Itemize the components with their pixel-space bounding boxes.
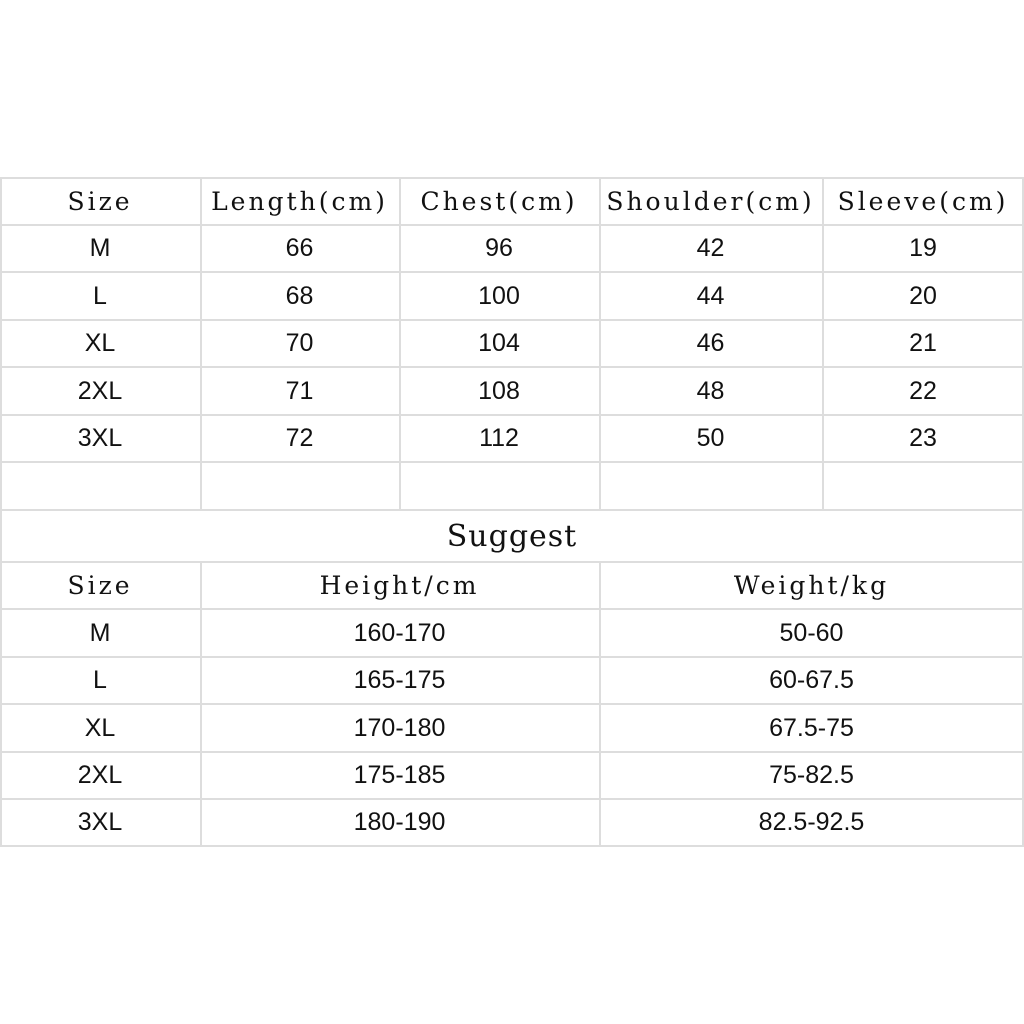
measurements-size-cell: M bbox=[89, 234, 111, 262]
measurements-length-cell: 66 bbox=[285, 234, 314, 262]
measurements-sleeve-cell: 19 bbox=[909, 234, 937, 262]
measurements-header-shoulder: Shoulder(cm) bbox=[606, 187, 815, 216]
suggest-weight-cell: 75-82.5 bbox=[769, 761, 854, 789]
suggest-size-cell: 3XL bbox=[77, 808, 123, 836]
measurements-sleeve-cell: 23 bbox=[909, 424, 937, 452]
measurements-header-chest: Chest(cm) bbox=[420, 187, 578, 216]
suggest-header-size: Size bbox=[67, 571, 133, 600]
suggest-height-cell: 170-180 bbox=[353, 713, 446, 742]
suggest-weight-cell: 60-67.5 bbox=[769, 666, 854, 694]
measurements-chest-cell: 100 bbox=[478, 281, 520, 310]
measurements-chest-cell: 108 bbox=[478, 376, 520, 405]
suggest-size-cell: XL bbox=[84, 713, 116, 742]
suggest-size-cell: M bbox=[89, 618, 111, 647]
measurements-size-cell: L bbox=[93, 281, 107, 310]
measurements-length-cell: 71 bbox=[285, 376, 314, 405]
measurements-header-sleeve: Sleeve(cm) bbox=[837, 187, 1009, 216]
suggest-height-cell: 175-185 bbox=[353, 761, 446, 789]
measurements-shoulder-cell: 46 bbox=[696, 329, 725, 357]
suggest-title: Suggest bbox=[446, 518, 578, 554]
suggest-height-cell: 160-170 bbox=[353, 618, 446, 647]
grid-line bbox=[0, 845, 1024, 847]
measurements-size-cell: 2XL bbox=[77, 376, 123, 405]
measurements-chest-cell: 112 bbox=[479, 424, 519, 452]
measurements-length-cell: 68 bbox=[285, 281, 314, 310]
suggest-header-weight: Weight/kg bbox=[733, 571, 890, 600]
suggest-weight-cell: 67.5-75 bbox=[769, 713, 854, 742]
measurements-sleeve-cell: 20 bbox=[909, 281, 937, 310]
measurements-shoulder-cell: 48 bbox=[696, 376, 725, 405]
measurements-length-cell: 70 bbox=[285, 329, 314, 357]
measurements-header-size: Size bbox=[67, 187, 133, 216]
measurements-size-cell: XL bbox=[84, 329, 116, 357]
suggest-weight-cell: 82.5-92.5 bbox=[758, 808, 865, 836]
suggest-weight-cell: 50-60 bbox=[779, 618, 844, 647]
measurements-shoulder-cell: 44 bbox=[696, 281, 725, 310]
measurements-shoulder-cell: 42 bbox=[696, 234, 725, 262]
suggest-height-cell: 180-190 bbox=[353, 808, 446, 836]
suggest-height-cell: 165-175 bbox=[353, 666, 446, 694]
grid-line bbox=[0, 461, 1024, 463]
suggest-size-cell: 2XL bbox=[77, 761, 123, 789]
suggest-size-cell: L bbox=[93, 666, 107, 694]
measurements-chest-cell: 96 bbox=[485, 234, 513, 262]
measurements-shoulder-cell: 50 bbox=[696, 424, 725, 452]
suggest-header-height: Height/cm bbox=[319, 571, 480, 600]
measurements-size-cell: 3XL bbox=[77, 424, 123, 452]
measurements-length-cell: 72 bbox=[285, 424, 314, 452]
measurements-sleeve-cell: 21 bbox=[909, 329, 937, 357]
measurements-chest-cell: 104 bbox=[478, 329, 520, 357]
measurements-sleeve-cell: 22 bbox=[909, 376, 937, 405]
measurements-header-length: Length(cm) bbox=[211, 187, 388, 216]
